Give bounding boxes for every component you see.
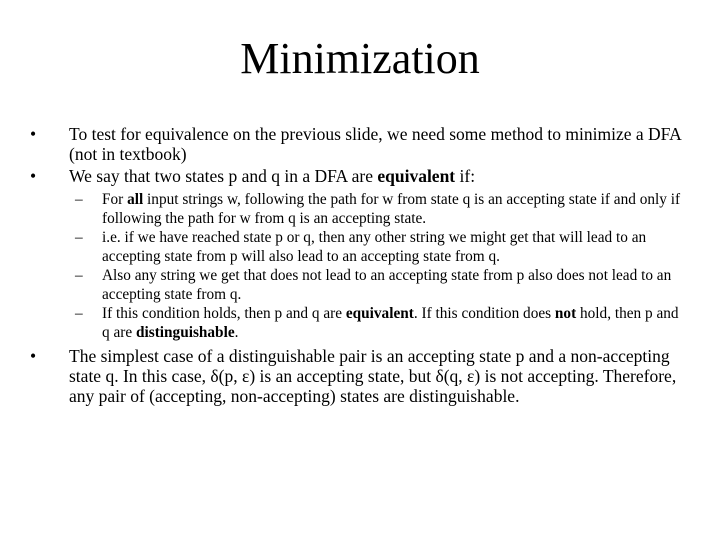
emphasis-text: distinguishable [135,323,235,341]
emphasis-text: equivalent [377,166,456,186]
bullet-item [30,346,690,406]
bullet-text: The simplest case of a distinguishable pair is an accepting state p and a non-accepting state q. In this case, δ(p, ε) is an accepting state, but δ(q, ε) is not accepting. Therefore, any pair of (accepting, non-accepting) states are distinguishable. [69,346,677,406]
sub-bullet-text: If this condition holds, then p and q are equivalent. If this condition does not hold, then p and q are distinguishable. [102,305,679,341]
bullet-item [30,124,690,164]
dash-marker: – [75,305,83,322]
emphasis-text: equivalent [345,305,414,322]
dash-marker: – [75,267,83,284]
bullet-text: To test for equivalence on the previous slide, we need some method to minimize a DFA (not in textbook) [69,124,681,164]
emphasis-text: not [554,305,577,322]
sub-bullet-text: Also any string we get that does not lead to an accepting state from p also does not lead to an accepting state from q. [102,267,672,303]
sub-bullet-text: i.e. if we have reached state p or q, then any other string we might get that will lead to an accepting state from p will also lead to an accepting state from q. [102,229,647,265]
bullet-marker: • [30,166,37,186]
sub-bullet-text: For all input strings w, following the path for w from state q is an accepting state if and only if following the path for w from q is an accepting state. [102,191,681,227]
sub-bullet-item [75,229,690,266]
bullet-marker: • [30,124,37,144]
bullet-item [30,166,690,186]
bullet-marker: • [30,346,37,366]
sub-bullet-item [75,267,690,304]
sub-bullet-item [75,305,690,342]
sub-bullet-item [75,191,690,228]
emphasis-text: all [127,191,144,208]
bullet-text: We say that two states p and q in a DFA are equivalent if: [69,166,476,186]
dash-marker: – [75,229,83,246]
dash-marker: – [75,191,83,208]
slide-title: Minimization [240,34,480,83]
